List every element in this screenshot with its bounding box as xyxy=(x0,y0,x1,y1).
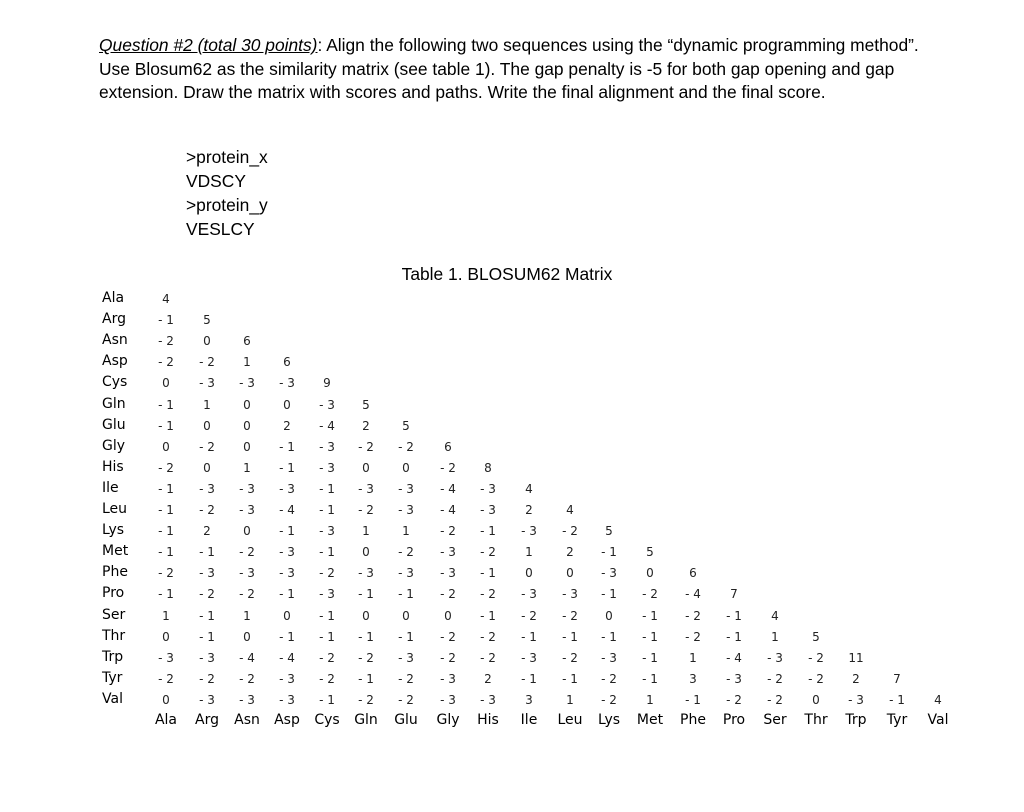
matrix-cell-his-asp: - 1 xyxy=(279,460,295,475)
matrix-cell-phe-asn: - 3 xyxy=(239,566,255,581)
matrix-cell-phe-phe: 6 xyxy=(689,566,697,581)
matrix-cell-ile-asn: - 3 xyxy=(239,481,255,496)
matrix-cell-ser-lys: 0 xyxy=(605,608,613,623)
col-label-glu: Glu xyxy=(394,712,418,728)
row-label-arg: Arg xyxy=(102,311,126,328)
matrix-cell-phe-glu: - 3 xyxy=(398,566,414,581)
matrix-cell-gly-gly: 6 xyxy=(444,439,452,454)
matrix-cell-met-asp: - 3 xyxy=(279,545,295,560)
row-label-gly: Gly xyxy=(102,437,126,454)
matrix-cell-tyr-leu: - 1 xyxy=(562,671,578,686)
row-label-asn: Asn xyxy=(102,332,128,349)
col-label-tyr: Tyr xyxy=(886,712,908,728)
matrix-cell-phe-arg: - 3 xyxy=(199,566,215,581)
matrix-cell-lys-his: - 1 xyxy=(480,524,496,539)
matrix-cell-trp-glu: - 3 xyxy=(398,650,414,665)
row-label-thr: Thr xyxy=(102,627,126,644)
row-label-trp: Trp xyxy=(102,648,124,665)
matrix-cell-gly-glu: - 2 xyxy=(398,439,414,454)
matrix-cell-gly-arg: - 2 xyxy=(199,439,215,454)
matrix-cell-tyr-tyr: 7 xyxy=(893,671,901,686)
matrix-cell-ile-glu: - 3 xyxy=(398,481,414,496)
matrix-cell-thr-cys: - 1 xyxy=(319,629,335,644)
matrix-cell-ser-gly: 0 xyxy=(444,608,452,623)
matrix-cell-tyr-glu: - 2 xyxy=(398,671,414,686)
matrix-cell-lys-leu: - 2 xyxy=(562,524,578,539)
col-label-arg: Arg xyxy=(195,712,219,728)
matrix-cell-gln-asn: 0 xyxy=(243,397,251,412)
matrix-cell-trp-pro: - 4 xyxy=(726,650,742,665)
col-label-his: His xyxy=(477,712,499,728)
matrix-cell-phe-gln: - 3 xyxy=(358,566,374,581)
matrix-cell-lys-gly: - 2 xyxy=(440,524,456,539)
col-label-met: Met xyxy=(636,712,664,728)
matrix-cell-glu-asn: 0 xyxy=(243,418,251,433)
matrix-cell-asp-ala: - 2 xyxy=(158,355,174,370)
matrix-cell-met-ala: - 1 xyxy=(158,545,174,560)
matrix-cell-met-ile: 1 xyxy=(525,545,533,560)
matrix-cell-tyr-cys: - 2 xyxy=(319,671,335,686)
row-label-pro: Pro xyxy=(102,585,125,602)
matrix-cell-tyr-ala: - 2 xyxy=(158,671,174,686)
matrix-cell-phe-his: - 1 xyxy=(480,566,496,581)
matrix-cell-his-glu: 0 xyxy=(402,460,410,475)
matrix-cell-val-pro: - 2 xyxy=(726,692,742,707)
matrix-cell-ser-gln: 0 xyxy=(362,608,370,623)
matrix-cell-tyr-phe: 3 xyxy=(689,671,697,686)
row-label-asp: Asp xyxy=(102,353,128,370)
matrix-cell-cys-asp: - 3 xyxy=(279,376,295,391)
matrix-cell-tyr-thr: - 2 xyxy=(808,671,824,686)
matrix-cell-met-leu: 2 xyxy=(566,545,574,560)
matrix-cell-ile-gly: - 4 xyxy=(440,481,456,496)
matrix-cell-his-gln: 0 xyxy=(362,460,370,475)
matrix-cell-thr-asp: - 1 xyxy=(279,629,295,644)
matrix-cell-his-arg: 0 xyxy=(203,460,211,475)
matrix-cell-leu-ile: 2 xyxy=(525,503,533,517)
matrix-cell-asp-asp: 6 xyxy=(283,355,291,370)
row-label-gln: Gln xyxy=(102,395,126,412)
matrix-cell-trp-leu: - 2 xyxy=(562,650,578,665)
table-title: Table 1. BLOSUM62 Matrix xyxy=(401,264,613,284)
matrix-cell-lys-glu: 1 xyxy=(402,524,410,539)
matrix-cell-leu-leu: 4 xyxy=(566,503,574,517)
matrix-cell-trp-asn: - 4 xyxy=(239,650,255,665)
question-heading: Question #2 (total 30 points) xyxy=(99,35,318,55)
matrix-cell-ile-cys: - 1 xyxy=(319,481,335,496)
row-label-ala: Ala xyxy=(102,290,125,306)
matrix-cell-lys-lys: 5 xyxy=(605,524,613,539)
matrix-cell-ser-ser: 4 xyxy=(771,608,779,623)
matrix-cell-gln-gln: 5 xyxy=(362,397,370,412)
matrix-cell-phe-lys: - 3 xyxy=(601,566,617,581)
protein-x-sequence: VDSCY xyxy=(186,171,246,191)
protein-y-header: >protein_y xyxy=(186,195,268,215)
matrix-cell-tyr-gly: - 3 xyxy=(440,671,456,686)
row-label-cys: Cys xyxy=(102,374,128,391)
matrix-cell-ile-arg: - 3 xyxy=(199,481,215,496)
matrix-cell-thr-met: - 1 xyxy=(642,629,658,644)
matrix-cell-leu-gly: - 4 xyxy=(440,503,456,517)
matrix-cell-ser-ala: 1 xyxy=(162,608,170,623)
matrix-cell-cys-ala: 0 xyxy=(162,376,170,391)
matrix-cell-ile-gln: - 3 xyxy=(358,481,374,496)
matrix-cell-ser-leu: - 2 xyxy=(562,608,578,623)
matrix-cell-trp-trp: 11 xyxy=(848,650,864,665)
matrix-cell-met-gln: 0 xyxy=(362,545,370,560)
col-label-val: Val xyxy=(927,712,949,728)
matrix-cell-pro-his: - 2 xyxy=(480,587,496,602)
matrix-cell-val-glu: - 2 xyxy=(398,692,414,707)
matrix-cell-cys-arg: - 3 xyxy=(199,376,215,391)
matrix-cell-pro-leu: - 3 xyxy=(562,587,578,602)
matrix-cell-glu-ala: - 1 xyxy=(158,418,174,433)
matrix-cell-phe-gly: - 3 xyxy=(440,566,456,581)
matrix-cell-tyr-trp: 2 xyxy=(852,671,860,686)
matrix-cell-pro-glu: - 1 xyxy=(398,587,414,602)
matrix-cell-pro-pro: 7 xyxy=(730,587,738,602)
matrix-cell-pro-asp: - 1 xyxy=(279,587,295,602)
matrix-cell-phe-ile: 0 xyxy=(525,566,533,581)
row-label-lys: Lys xyxy=(102,522,125,539)
matrix-cell-asn-asn: 6 xyxy=(243,334,251,349)
matrix-cell-tyr-ser: - 2 xyxy=(767,671,783,686)
matrix-cell-trp-arg: - 3 xyxy=(199,650,215,665)
row-label-ser: Ser xyxy=(102,606,126,623)
matrix-cell-trp-met: - 1 xyxy=(642,650,658,665)
matrix-cell-phe-cys: - 2 xyxy=(319,566,335,581)
matrix-cell-val-his: - 3 xyxy=(480,692,496,707)
matrix-cell-tyr-asn: - 2 xyxy=(239,671,255,686)
matrix-cell-gln-arg: 1 xyxy=(203,397,211,412)
matrix-cell-his-ala: - 2 xyxy=(158,460,174,475)
matrix-cell-gly-ala: 0 xyxy=(162,439,170,454)
matrix-cell-cys-asn: - 3 xyxy=(239,376,255,391)
matrix-cell-trp-gln: - 2 xyxy=(358,650,374,665)
matrix-cell-ala-ala: 4 xyxy=(162,292,170,306)
matrix-cell-met-lys: - 1 xyxy=(601,545,617,560)
matrix-cell-pro-ala: - 1 xyxy=(158,587,174,602)
matrix-cell-cys-cys: 9 xyxy=(323,376,331,391)
matrix-cell-leu-asp: - 4 xyxy=(279,503,295,517)
matrix-cell-ser-asn: 1 xyxy=(243,608,251,623)
matrix-cell-pro-arg: - 2 xyxy=(199,587,215,602)
matrix-cell-gln-ala: - 1 xyxy=(158,397,174,412)
matrix-cell-val-gly: - 3 xyxy=(440,692,456,707)
row-label-his: His xyxy=(102,458,124,475)
matrix-cell-thr-lys: - 1 xyxy=(601,629,617,644)
matrix-cell-lys-asp: - 1 xyxy=(279,524,295,539)
matrix-cell-met-cys: - 1 xyxy=(319,545,335,560)
matrix-cell-lys-ile: - 3 xyxy=(521,524,537,539)
matrix-cell-tyr-his: 2 xyxy=(484,671,492,686)
matrix-cell-ser-asp: 0 xyxy=(283,608,291,623)
matrix-cell-tyr-ile: - 1 xyxy=(521,671,537,686)
matrix-cell-trp-ala: - 3 xyxy=(158,650,174,665)
col-label-gly: Gly xyxy=(436,712,460,728)
matrix-cell-met-glu: - 2 xyxy=(398,545,414,560)
matrix-cell-trp-thr: - 2 xyxy=(808,650,824,665)
matrix-cell-ser-phe: - 2 xyxy=(685,608,701,623)
col-label-asp: Asp xyxy=(274,712,300,728)
matrix-cell-ile-his: - 3 xyxy=(480,481,496,496)
matrix-cell-leu-ala: - 1 xyxy=(158,503,174,517)
matrix-cell-asp-asn: 1 xyxy=(243,355,251,370)
matrix-cell-val-gln: - 2 xyxy=(358,692,374,707)
matrix-cell-met-his: - 2 xyxy=(480,545,496,560)
matrix-cell-leu-gln: - 2 xyxy=(358,503,374,517)
row-label-leu: Leu xyxy=(102,501,128,517)
matrix-cell-met-asn: - 2 xyxy=(239,545,255,560)
matrix-cell-trp-his: - 2 xyxy=(480,650,496,665)
row-label-glu: Glu xyxy=(102,416,126,433)
matrix-cell-tyr-arg: - 2 xyxy=(199,671,215,686)
matrix-cell-gly-cys: - 3 xyxy=(319,439,335,454)
protein-y-sequence: VESLCY xyxy=(186,219,255,239)
matrix-cell-ser-glu: 0 xyxy=(402,608,410,623)
col-label-phe: Phe xyxy=(680,712,706,728)
protein-x-header: >protein_x xyxy=(186,147,268,167)
matrix-cell-lys-cys: - 3 xyxy=(319,524,335,539)
matrix-cell-gln-asp: 0 xyxy=(283,397,291,412)
matrix-cell-thr-thr: 5 xyxy=(812,629,820,644)
matrix-cell-asp-arg: - 2 xyxy=(199,355,215,370)
matrix-cell-his-asn: 1 xyxy=(243,460,251,475)
matrix-cell-thr-asn: 0 xyxy=(243,629,251,644)
matrix-cell-asn-arg: 0 xyxy=(203,334,211,349)
matrix-cell-val-phe: - 1 xyxy=(685,692,701,707)
matrix-cell-pro-cys: - 3 xyxy=(319,587,335,602)
matrix-cell-ser-cys: - 1 xyxy=(319,608,335,623)
col-label-pro: Pro xyxy=(722,712,746,728)
matrix-cell-thr-leu: - 1 xyxy=(562,629,578,644)
matrix-cell-trp-cys: - 2 xyxy=(319,650,335,665)
row-label-tyr: Tyr xyxy=(102,669,123,686)
matrix-cell-lys-gln: 1 xyxy=(362,524,370,539)
matrix-cell-pro-gly: - 2 xyxy=(440,587,456,602)
matrix-cell-his-gly: - 2 xyxy=(440,460,456,475)
matrix-cell-pro-asn: - 2 xyxy=(239,587,255,602)
col-label-leu: Leu xyxy=(557,712,583,728)
matrix-cell-val-met: 1 xyxy=(646,692,654,707)
matrix-cell-val-leu: 1 xyxy=(566,692,574,707)
matrix-cell-trp-phe: 1 xyxy=(689,650,697,665)
matrix-cell-leu-glu: - 3 xyxy=(398,503,414,517)
row-label-val: Val xyxy=(102,690,123,707)
matrix-cell-val-ile: 3 xyxy=(525,692,533,707)
matrix-cell-ser-his: - 1 xyxy=(480,608,496,623)
matrix-cell-val-val: 4 xyxy=(934,692,942,707)
matrix-cell-val-ser: - 2 xyxy=(767,692,783,707)
matrix-cell-his-cys: - 3 xyxy=(319,460,335,475)
question-body: : Align the following two sequences using the “dynamic programming method”. Use Blosum62 as the similarity matrix (see table 1). The gap penalty is -5 for both gap opening and gap extension. Draw the matrix with scores and paths. Write the final alignment and the final score. xyxy=(99,35,919,103)
matrix-cell-met-gly: - 3 xyxy=(440,545,456,560)
matrix-cell-val-cys: - 1 xyxy=(319,692,335,707)
matrix-cell-lys-arg: 2 xyxy=(203,524,211,539)
col-label-asn: Asn xyxy=(234,712,260,728)
matrix-cell-val-arg: - 3 xyxy=(199,692,215,707)
matrix-cell-glu-cys: - 4 xyxy=(319,418,335,433)
matrix-cell-val-asn: - 3 xyxy=(239,692,255,707)
matrix-cell-thr-gly: - 2 xyxy=(440,629,456,644)
matrix-cell-leu-asn: - 3 xyxy=(239,503,255,517)
col-label-ser: Ser xyxy=(763,712,787,728)
matrix-cell-thr-glu: - 1 xyxy=(398,629,414,644)
matrix-cell-asn-ala: - 2 xyxy=(158,334,174,349)
col-label-gln: Gln xyxy=(354,712,378,728)
matrix-cell-ser-pro: - 1 xyxy=(726,608,742,623)
matrix-cell-gly-gln: - 2 xyxy=(358,439,374,454)
matrix-cell-thr-gln: - 1 xyxy=(358,629,374,644)
matrix-cell-trp-asp: - 4 xyxy=(279,650,295,665)
matrix-cell-arg-arg: 5 xyxy=(203,313,211,328)
matrix-cell-ile-ile: 4 xyxy=(525,481,533,496)
matrix-cell-glu-glu: 5 xyxy=(402,418,410,433)
matrix-cell-leu-arg: - 2 xyxy=(199,503,215,517)
matrix-cell-val-trp: - 3 xyxy=(848,692,864,707)
row-label-ile: Ile xyxy=(102,479,119,496)
matrix-cell-val-lys: - 2 xyxy=(601,692,617,707)
col-label-trp: Trp xyxy=(845,712,867,728)
matrix-cell-val-asp: - 3 xyxy=(279,692,295,707)
matrix-cell-met-met: 5 xyxy=(646,545,654,560)
row-label-met: Met xyxy=(102,543,129,560)
matrix-cell-trp-ser: - 3 xyxy=(767,650,783,665)
matrix-cell-thr-ala: 0 xyxy=(162,629,170,644)
matrix-cell-glu-arg: 0 xyxy=(203,418,211,433)
matrix-cell-pro-ile: - 3 xyxy=(521,587,537,602)
matrix-cell-phe-met: 0 xyxy=(646,566,654,581)
matrix-cell-ser-arg: - 1 xyxy=(199,608,215,623)
col-label-thr: Thr xyxy=(804,712,828,728)
matrix-cell-ile-ala: - 1 xyxy=(158,481,174,496)
matrix-cell-pro-phe: - 4 xyxy=(685,587,701,602)
matrix-cell-lys-ala: - 1 xyxy=(158,524,174,539)
matrix-cell-met-arg: - 1 xyxy=(199,545,215,560)
matrix-cell-tyr-lys: - 2 xyxy=(601,671,617,686)
matrix-cell-tyr-met: - 1 xyxy=(642,671,658,686)
matrix-cell-leu-his: - 3 xyxy=(480,503,496,517)
matrix-cell-glu-asp: 2 xyxy=(283,418,291,433)
matrix-cell-pro-gln: - 1 xyxy=(358,587,374,602)
matrix-cell-thr-ser: 1 xyxy=(771,629,779,644)
matrix-cell-gln-cys: - 3 xyxy=(319,397,335,412)
matrix-cell-gly-asp: - 1 xyxy=(279,439,295,454)
matrix-cell-ser-met: - 1 xyxy=(642,608,658,623)
matrix-cell-thr-phe: - 2 xyxy=(685,629,701,644)
matrix-cell-thr-his: - 2 xyxy=(480,629,496,644)
matrix-cell-trp-lys: - 3 xyxy=(601,650,617,665)
matrix-cell-thr-arg: - 1 xyxy=(199,629,215,644)
col-label-ala: Ala xyxy=(154,712,178,728)
matrix-cell-tyr-gln: - 1 xyxy=(358,671,374,686)
matrix-cell-tyr-pro: - 3 xyxy=(726,671,742,686)
col-label-ile: Ile xyxy=(520,712,538,728)
matrix-cell-glu-gln: 2 xyxy=(362,418,370,433)
matrix-cell-val-thr: 0 xyxy=(812,692,820,707)
matrix-cell-tyr-asp: - 3 xyxy=(279,671,295,686)
matrix-cell-gly-asn: 0 xyxy=(243,439,251,454)
row-label-phe: Phe xyxy=(102,564,128,581)
matrix-cell-thr-pro: - 1 xyxy=(726,629,742,644)
matrix-cell-val-tyr: - 1 xyxy=(889,692,905,707)
matrix-cell-pro-lys: - 1 xyxy=(601,587,617,602)
matrix-cell-pro-met: - 2 xyxy=(642,587,658,602)
col-label-lys: Lys xyxy=(597,712,621,728)
matrix-cell-leu-cys: - 1 xyxy=(319,503,335,517)
matrix-cell-thr-ile: - 1 xyxy=(521,629,537,644)
matrix-cell-phe-ala: - 2 xyxy=(158,566,174,581)
matrix-cell-ile-asp: - 3 xyxy=(279,481,295,496)
matrix-cell-arg-ala: - 1 xyxy=(158,313,174,328)
matrix-cell-ser-ile: - 2 xyxy=(521,608,537,623)
matrix-cell-his-his: 8 xyxy=(484,460,492,475)
matrix-cell-trp-ile: - 3 xyxy=(521,650,537,665)
col-label-cys: Cys xyxy=(314,712,340,728)
matrix-cell-phe-leu: 0 xyxy=(566,566,574,581)
matrix-cell-val-ala: 0 xyxy=(162,692,170,707)
matrix-cell-trp-gly: - 2 xyxy=(440,650,456,665)
matrix-cell-lys-asn: 0 xyxy=(243,524,251,539)
matrix-cell-phe-asp: - 3 xyxy=(279,566,295,581)
